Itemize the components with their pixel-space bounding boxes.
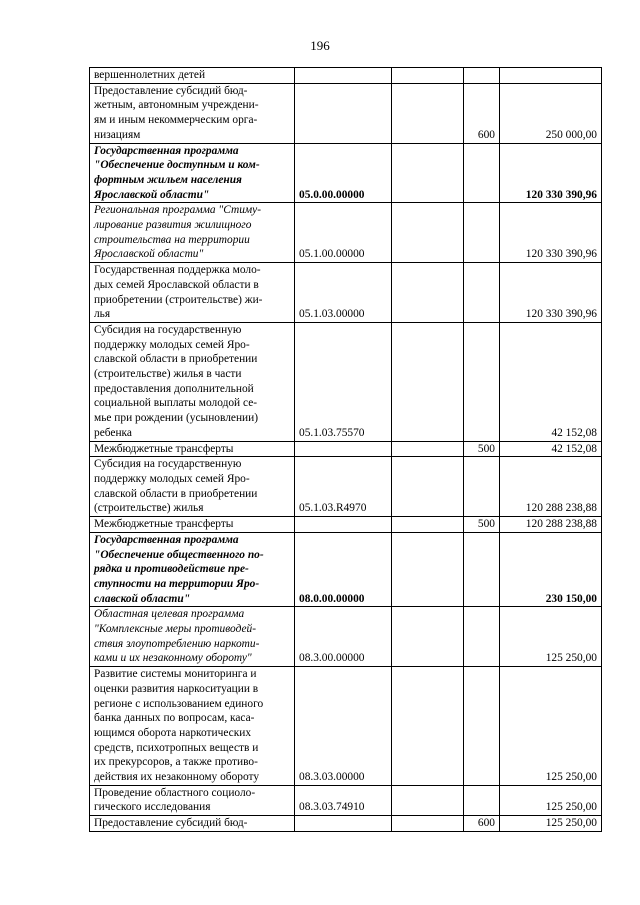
budget-table	[89, 67, 602, 832]
table-row	[90, 517, 602, 533]
table-row	[90, 816, 602, 832]
amount-cell: 120 330 390,96	[500, 263, 602, 323]
empty-cell	[392, 263, 464, 323]
empty-cell	[392, 441, 464, 457]
amount-cell: 125 250,00	[500, 816, 602, 832]
target-article-code-cell	[295, 441, 392, 457]
target-article-code-cell: 05.1.03.00000	[295, 263, 392, 323]
empty-cell	[392, 68, 464, 84]
amount-cell: 42 152,08	[500, 441, 602, 457]
empty-cell	[392, 203, 464, 263]
table-row	[90, 263, 602, 323]
expense-type-cell	[464, 785, 500, 815]
empty-cell	[392, 322, 464, 441]
target-article-code-cell: 08.3.00.00000	[295, 607, 392, 667]
expense-type-cell: 500	[464, 441, 500, 457]
page-number: 196	[310, 38, 330, 53]
target-article-code-cell: 05.0.00.00000	[295, 143, 392, 203]
row-name-cell: Государственная программа "Обеспечение общественного по- рядка и противодействие пре- ступности на территории Яро- славской области"	[90, 532, 295, 607]
target-article-code-cell: 08.0.00.00000	[295, 532, 392, 607]
target-article-code-cell: 08.3.03.00000	[295, 667, 392, 786]
table-row	[90, 667, 602, 786]
amount-cell: 125 250,00	[500, 785, 602, 815]
table-row	[90, 607, 602, 667]
empty-cell	[392, 816, 464, 832]
table-row	[90, 785, 602, 815]
amount-cell: 120 330 390,96	[500, 203, 602, 263]
row-name-cell: Проведение областного социоло- гического исследования	[90, 785, 295, 815]
row-name-cell: Межбюджетные трансферты	[90, 441, 295, 457]
expense-type-cell	[464, 143, 500, 203]
amount-cell: 125 250,00	[500, 667, 602, 786]
target-article-code-cell: 08.3.03.74910	[295, 785, 392, 815]
amount-cell	[500, 68, 602, 84]
row-name-cell: Государственная поддержка моло- дых семей Ярославской области в приобретении (строительстве) жи- лья	[90, 263, 295, 323]
amount-cell: 42 152,08	[500, 322, 602, 441]
table-row	[90, 457, 602, 517]
table-row	[90, 203, 602, 263]
expense-type-cell: 600	[464, 816, 500, 832]
row-name-cell: Региональная программа "Стиму- лирование развития жилищного строительства на территории Ярославской области"	[90, 203, 295, 263]
amount-cell: 230 150,00	[500, 532, 602, 607]
empty-cell	[392, 143, 464, 203]
row-name-cell: Субсидия на государственную поддержку молодых семей Яро- славской области в приобретении (строительстве) жилья в части предоставления дополнительной социальной выплаты молодой се- мье при рождении (усыновлении) ребенка	[90, 322, 295, 441]
expense-type-cell	[464, 263, 500, 323]
budget-table-body	[90, 68, 602, 832]
target-article-code-cell: 05.1.03.75570	[295, 322, 392, 441]
table-row	[90, 441, 602, 457]
empty-cell	[392, 517, 464, 533]
empty-cell	[392, 83, 464, 143]
target-article-code-cell	[295, 68, 392, 84]
expense-type-cell: 600	[464, 83, 500, 143]
empty-cell	[392, 607, 464, 667]
empty-cell	[392, 785, 464, 815]
row-name-cell: Предоставление субсидий бюд- жетным, автономным учреждени- ям и иным некоммерческим орга- низациям	[90, 83, 295, 143]
table-row	[90, 532, 602, 607]
expense-type-cell	[464, 607, 500, 667]
target-article-code-cell: 05.1.03.R4970	[295, 457, 392, 517]
amount-cell: 125 250,00	[500, 607, 602, 667]
row-name-cell: Межбюджетные трансферты	[90, 517, 295, 533]
amount-cell: 250 000,00	[500, 83, 602, 143]
empty-cell	[392, 457, 464, 517]
target-article-code-cell	[295, 816, 392, 832]
table-row	[90, 68, 602, 84]
target-article-code-cell: 05.1.00.00000	[295, 203, 392, 263]
expense-type-cell	[464, 68, 500, 84]
row-name-cell: вершеннолетних детей	[90, 68, 295, 84]
target-article-code-cell	[295, 83, 392, 143]
table-row	[90, 143, 602, 203]
empty-cell	[392, 532, 464, 607]
table-row	[90, 83, 602, 143]
row-name-cell: Государственная программа "Обеспечение доступным и ком- фортным жильем населения Ярославской области"	[90, 143, 295, 203]
table-row	[90, 322, 602, 441]
expense-type-cell: 500	[464, 517, 500, 533]
amount-cell: 120 288 238,88	[500, 457, 602, 517]
expense-type-cell	[464, 667, 500, 786]
amount-cell: 120 330 390,96	[500, 143, 602, 203]
row-name-cell: Субсидия на государственную поддержку молодых семей Яро- славской области в приобретении (строительстве) жилья	[90, 457, 295, 517]
row-name-cell: Развитие системы мониторинга и оценки развития наркоситуации в регионе с использованием единого банка данных по вопросам, каса- ющимся оборота наркотических средств, психотропных веществ и их прекурсоров, а также противо- действия их незаконному обороту	[90, 667, 295, 786]
expense-type-cell	[464, 532, 500, 607]
expense-type-cell	[464, 203, 500, 263]
empty-cell	[392, 667, 464, 786]
row-name-cell: Областная целевая программа "Комплексные меры противодей- ствия злоупотреблению наркоти- ками и их незаконному обороту"	[90, 607, 295, 667]
expense-type-cell	[464, 457, 500, 517]
row-name-cell: Предоставление субсидий бюд-	[90, 816, 295, 832]
expense-type-cell	[464, 322, 500, 441]
target-article-code-cell	[295, 517, 392, 533]
amount-cell: 120 288 238,88	[500, 517, 602, 533]
